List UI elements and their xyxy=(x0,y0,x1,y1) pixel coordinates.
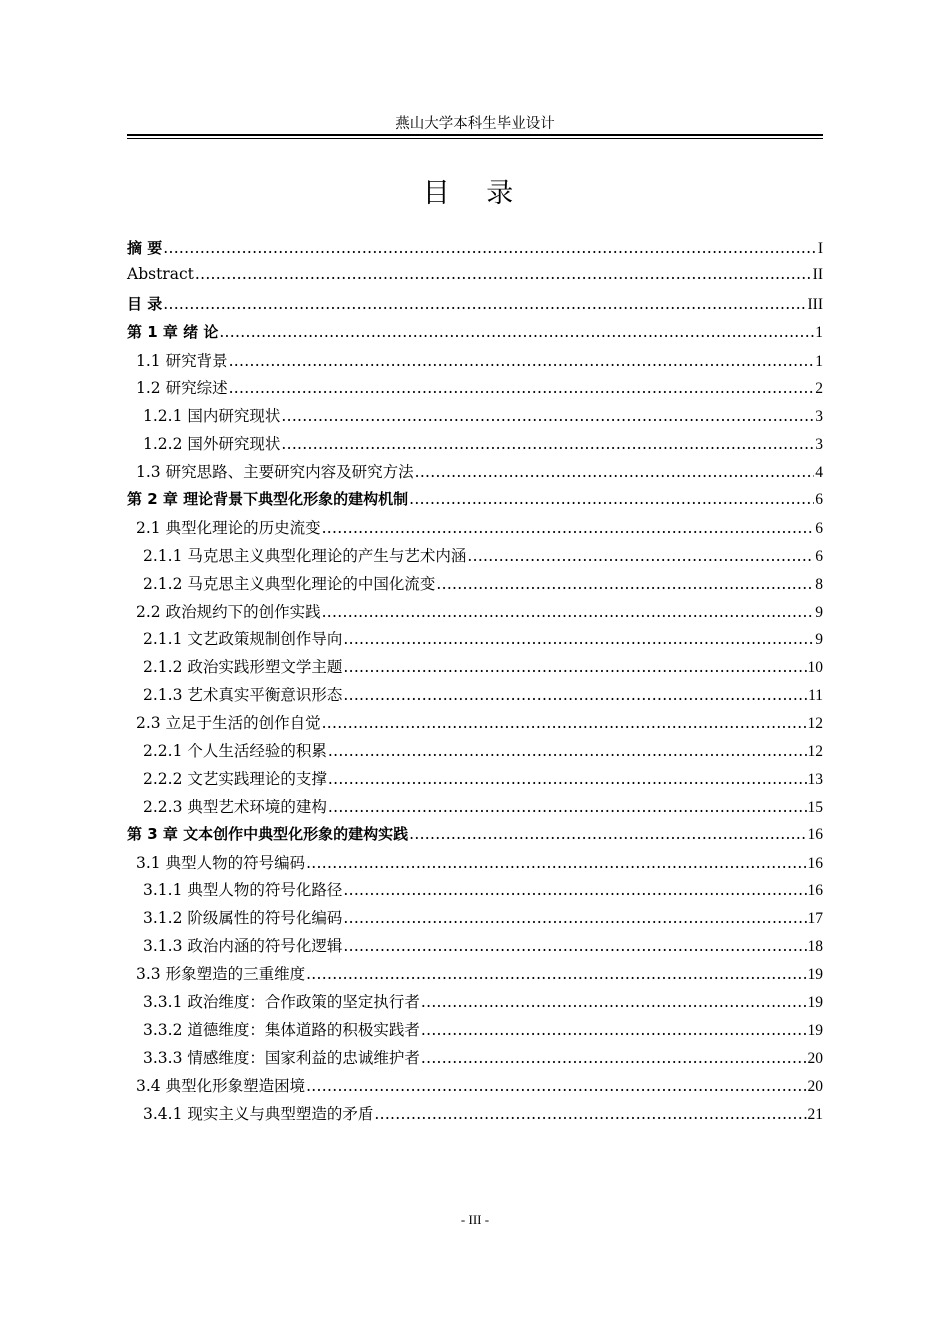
toc-entry-page: 21 xyxy=(807,1105,823,1123)
toc-entry-page: 3 xyxy=(815,408,823,426)
toc-entry-page: III xyxy=(807,295,823,313)
toc-entry-page: 15 xyxy=(807,798,823,816)
toc-entry-label: 2.1 典型化理论的历史流变 xyxy=(136,518,321,537)
toc-entry-page: 4 xyxy=(815,464,823,482)
toc-entry[interactable] xyxy=(127,572,823,600)
toc-entry[interactable] xyxy=(127,432,823,460)
toc-leader-dots xyxy=(343,937,806,955)
toc-entry[interactable] xyxy=(127,376,823,404)
toc-entry[interactable] xyxy=(127,600,823,628)
toc-entry-label: 2.2.2 文艺实践理论的支撑 xyxy=(143,769,327,788)
toc-entry-label: 3.3.3 情感维度：国家利益的忠诚维护者 xyxy=(143,1048,420,1067)
toc-leader-dots xyxy=(421,1021,807,1039)
toc-entry-label: 3.4.1 现实主义与典型塑造的矛盾 xyxy=(143,1104,374,1123)
toc-entry-page: 3 xyxy=(815,436,823,454)
toc-entry-label: 第 1 章 绪 论 xyxy=(127,322,219,341)
toc-entry-page: 12 xyxy=(807,715,823,733)
toc-entry[interactable] xyxy=(127,488,823,516)
toc-entry-label: 3.3.1 政治维度：合作政策的坚定执行者 xyxy=(143,993,420,1012)
toc-entry-page: 2 xyxy=(815,380,823,398)
toc-entry-page: 19 xyxy=(807,966,823,984)
toc-entry[interactable] xyxy=(127,404,823,432)
toc-entry-page: 19 xyxy=(807,1021,823,1039)
toc-entry-page: 13 xyxy=(807,770,823,788)
toc-leader-dots xyxy=(306,854,806,872)
toc-leader-dots xyxy=(343,630,814,648)
toc-entry[interactable] xyxy=(127,739,823,767)
toc-entry[interactable] xyxy=(127,321,823,349)
toc-entry[interactable] xyxy=(127,795,823,823)
toc-leader-dots xyxy=(409,825,806,843)
toc-leader-dots xyxy=(229,352,815,370)
toc-entry-page: 6 xyxy=(815,519,823,537)
toc-entry[interactable] xyxy=(127,349,823,377)
toc-entry[interactable] xyxy=(127,265,823,293)
toc-entry-label: 1.3 研究思路、主要研究内容及研究方法 xyxy=(136,463,414,482)
toc-leader-dots xyxy=(306,965,806,983)
toc-leader-dots xyxy=(281,407,814,425)
toc-entry[interactable] xyxy=(127,1102,823,1130)
toc-leader-dots xyxy=(328,798,807,816)
toc-entry-label: 2.1.1 马克思主义典型化理论的产生与艺术内涵 xyxy=(143,546,467,565)
toc-entry[interactable] xyxy=(127,851,823,879)
toc-leader-dots xyxy=(343,658,806,676)
toc-leader-dots xyxy=(436,575,814,593)
toc-leader-dots xyxy=(343,881,806,899)
toc-entry[interactable] xyxy=(127,823,823,851)
toc-entry-label: 2.1.2 政治实践形塑文学主题 xyxy=(143,658,343,677)
toc-entry[interactable] xyxy=(127,878,823,906)
toc-entry-label: 3.4 典型化形象塑造困境 xyxy=(136,1076,306,1095)
toc-entry-label: 目 录 xyxy=(127,294,163,313)
toc-entry-label: 2.1.3 艺术真实平衡意识形态 xyxy=(143,686,343,705)
running-header: 燕山大学本科生毕业设计 xyxy=(395,116,555,132)
toc-entry-page: 10 xyxy=(807,659,823,677)
toc-leader-dots xyxy=(322,714,807,732)
toc-entry[interactable] xyxy=(127,711,823,739)
toc-entry-page: 8 xyxy=(815,575,823,593)
toc-entry[interactable] xyxy=(127,1018,823,1046)
toc-entry-page: 9 xyxy=(815,603,823,621)
toc-entry-page: 20 xyxy=(807,1049,823,1067)
toc-entry-page: 20 xyxy=(807,1077,823,1095)
toc-entry[interactable] xyxy=(127,655,823,683)
toc-leader-dots xyxy=(374,1105,806,1123)
toc-leader-dots xyxy=(343,686,807,704)
toc-leader-dots xyxy=(306,1077,806,1095)
toc-entry-label: 2.3 立足于生活的创作自觉 xyxy=(136,714,321,733)
toc-entry[interactable] xyxy=(127,906,823,934)
toc-leader-dots xyxy=(281,435,814,453)
toc-entry-page: 16 xyxy=(807,882,823,900)
toc-entry-page: 1 xyxy=(815,323,823,341)
toc-entry[interactable] xyxy=(127,990,823,1018)
toc-entry-label: 1.2.1 国内研究现状 xyxy=(143,407,281,426)
toc-entry[interactable] xyxy=(127,1074,823,1102)
toc-leader-dots xyxy=(467,547,814,565)
toc-leader-dots xyxy=(163,239,817,257)
toc-leader-dots xyxy=(415,463,815,481)
table-of-contents xyxy=(127,237,823,1130)
toc-leader-dots xyxy=(328,770,807,788)
toc-leader-dots xyxy=(322,603,815,621)
toc-entry[interactable] xyxy=(127,767,823,795)
toc-entry[interactable] xyxy=(127,1046,823,1074)
toc-leader-dots xyxy=(195,265,812,283)
toc-entry-page: I xyxy=(817,240,823,257)
page-title: 目 录 xyxy=(422,178,528,209)
toc-entry[interactable] xyxy=(127,237,823,265)
toc-entry-label: 2.1.1 文艺政策规制创作导向 xyxy=(143,630,343,649)
toc-entry-page: 12 xyxy=(807,743,823,761)
toc-entry[interactable] xyxy=(127,627,823,655)
toc-entry[interactable] xyxy=(127,683,823,711)
toc-entry-label: 第 2 章 理论背景下典型化形象的建构机制 xyxy=(127,490,409,509)
toc-entry-page: 18 xyxy=(807,938,823,956)
toc-entry-page: 16 xyxy=(807,854,823,872)
toc-entry-label: 3.1 典型人物的符号编码 xyxy=(136,853,306,872)
toc-leader-dots xyxy=(322,519,815,537)
toc-entry-label: 1.2.2 国外研究现状 xyxy=(143,435,281,454)
toc-entry-page: 19 xyxy=(807,994,823,1012)
toc-entry[interactable] xyxy=(127,962,823,990)
toc-entry-page: 9 xyxy=(815,631,823,649)
page-number: - III - xyxy=(460,1212,490,1227)
toc-entry-label: 摘 要 xyxy=(127,239,163,257)
toc-entry-label: 2.2.1 个人生活经验的积累 xyxy=(143,742,327,761)
toc-entry-label: 1.1 研究背景 xyxy=(136,351,228,370)
toc-entry[interactable] xyxy=(127,460,823,488)
toc-entry-page: II xyxy=(812,265,823,283)
toc-entry-label: 3.3.2 道德维度：集体道路的积极实践者 xyxy=(143,1020,420,1039)
toc-leader-dots xyxy=(421,1049,807,1067)
toc-entry-page: 6 xyxy=(815,491,823,509)
toc-leader-dots xyxy=(229,379,815,397)
toc-entry[interactable] xyxy=(127,516,823,544)
toc-entry-page: 16 xyxy=(807,825,823,843)
toc-entry[interactable] xyxy=(127,544,823,572)
toc-entry[interactable] xyxy=(127,293,823,321)
toc-leader-dots xyxy=(343,909,806,927)
toc-entry-label: 2.2.3 典型艺术环境的建构 xyxy=(143,797,327,816)
toc-entry-label: 3.1.1 典型人物的符号化路径 xyxy=(143,881,343,900)
toc-entry-label: Abstract xyxy=(127,264,194,283)
toc-leader-dots xyxy=(163,295,806,313)
header-rule xyxy=(127,134,823,139)
toc-entry-label: 第 3 章 文本创作中典型化形象的建构实践 xyxy=(127,824,409,843)
toc-entry[interactable] xyxy=(127,934,823,962)
toc-leader-dots xyxy=(219,323,814,341)
toc-entry-label: 3.3 形象塑造的三重维度 xyxy=(136,965,306,984)
toc-entry-label: 3.1.3 政治内涵的符号化逻辑 xyxy=(143,937,343,956)
toc-entry-page: 17 xyxy=(807,910,823,928)
toc-entry-page: 6 xyxy=(815,547,823,565)
toc-leader-dots xyxy=(328,742,807,760)
toc-leader-dots xyxy=(409,490,814,508)
toc-entry-label: 2.1.2 马克思主义典型化理论的中国化流变 xyxy=(143,574,436,593)
toc-entry-page: 1 xyxy=(815,352,823,370)
toc-entry-label: 2.2 政治规约下的创作实践 xyxy=(136,602,321,621)
toc-entry-label: 3.1.2 阶级属性的符号化编码 xyxy=(143,909,343,928)
toc-leader-dots xyxy=(421,993,807,1011)
toc-entry-label: 1.2 研究综述 xyxy=(136,379,228,398)
toc-entry-page: 11 xyxy=(808,687,823,705)
